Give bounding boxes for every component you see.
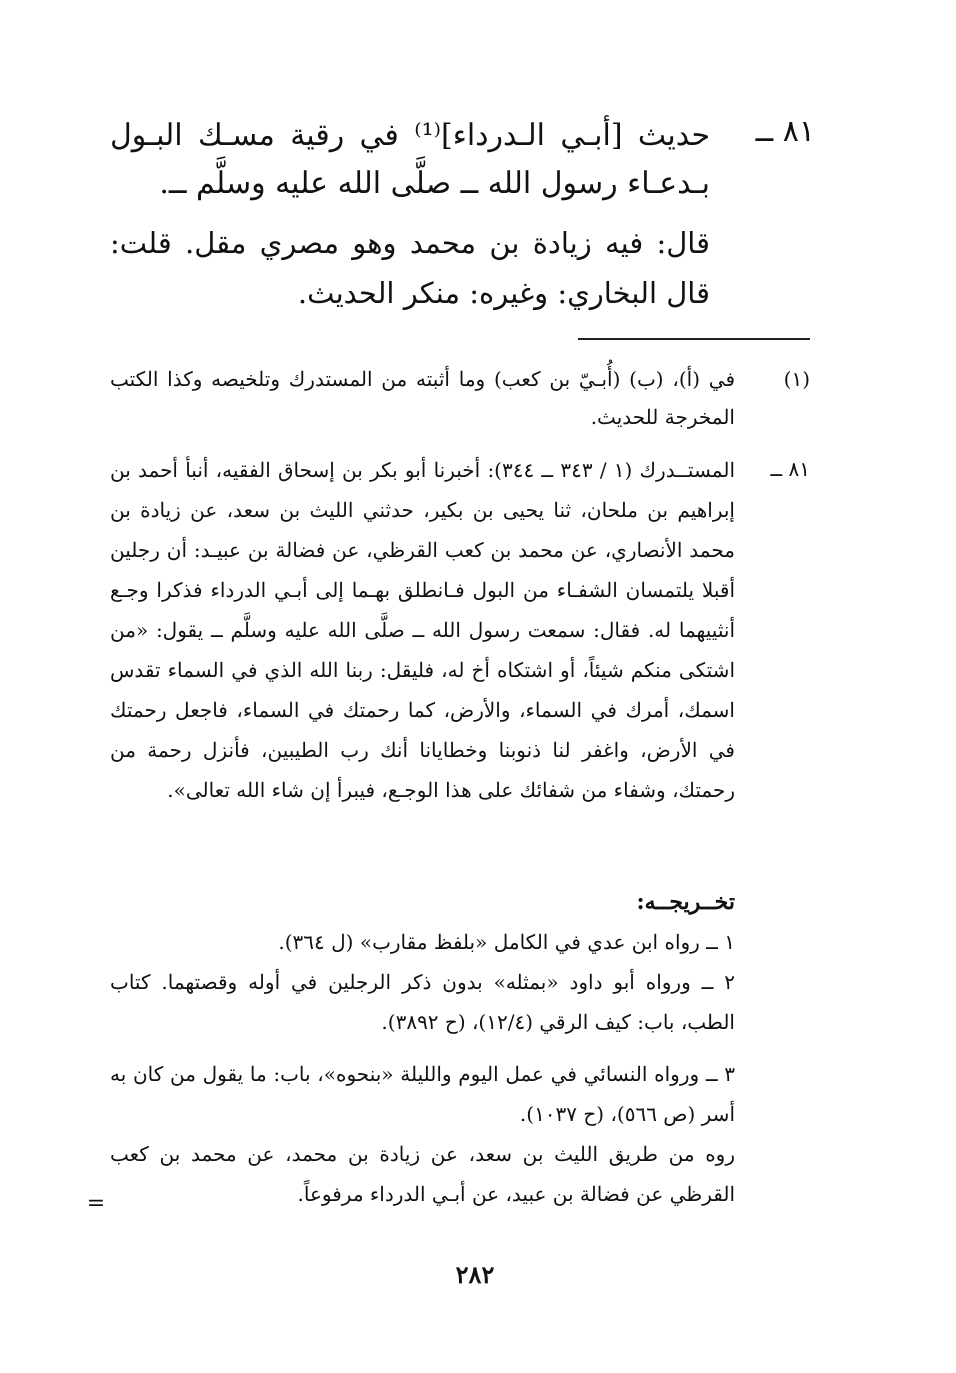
takhrij-item: ٣ ــ ورواه النسائي في عمل اليوم والليلة «بنحوه»، باب: ما يقول من كان به أسر (ص ٥٦٦)، (ح ١٠٣٧). xyxy=(110,1062,735,1126)
takhrij-item: ٢ ــ ورواه أبو داود «بمثله» بدون ذكر الرجلين في أوله وقصتهما. كتاب الطب، باب: كيف الرقي (١٢/٤)، (ح ٣٨٩٢). xyxy=(110,970,735,1034)
footnote-text: في (أ)، (ب) (أُبـيّ بن كعب) وما أثبته من المستدرك وتلخيصه وكذا الكتب المخرجة للحديث. xyxy=(110,367,735,429)
hadith-commentary: قال: فيه زيادة بن محمد وهو مصري مقل. قلت: قال البخاري: وغيره: منكر الحديث. xyxy=(110,226,710,310)
hadith-number: ٨١ ــ xyxy=(755,114,815,149)
continuation-mark: = xyxy=(86,1191,106,1216)
source-number: ٨١ ــ xyxy=(770,457,810,481)
takhrij-item: ١ ــ رواه ابن عدي في الكامل «بلفظ مقارب» (ل ٣٦٤). xyxy=(278,930,735,954)
takhrij-item: روه من طريق الليث بن سعد، عن زيادة بن محمد، عن محمد بن كعب القرظي عن فضالة بن عبيد، عن أبـي الدرداء مرفوعاً. xyxy=(110,1142,735,1206)
source-text: المستــدرك (١ / ٣٤٣ ــ ٣٤٤): أخبرنا أبو بكر بن إسحاق الفقيه، أنبأ أحمد بن إبراهيم بن ملحان، ثنا يحيى بن بكير، حدثني الليث بن سعد، عن زيادة بن محمد الأنصاري، عن محمد بن كعب القرظي، عن فضالة بن عبيـد: أن رجلين أقبلا يلتمسان الشفـاء من البول فـانطلق بهـما إلى أبـي الدرداء فذكرا وجـع أنثييهما له. فقال: سمعت رسول الله ــ صلَّى الله عليه وسلَّم ــ يقول: «من اشتكى منكم شيئاً، أو اشتكاه أخ له، فليقل: ربنا الله الذي في السماء تقدس اسمك، أمرك في السماء، والأرض، كما رحمتك في السماء، فاجعل رحمتك في الأرض، واغفر لنا ذنوبنا وخطايانا أنك رب الطيبين، فأنزل رحمة من رحمتك، وشفاء من شفائك على هذا الوجـع، فيبرأ إن شاء الله تعالى». xyxy=(110,458,735,802)
takhrij-heading: تخــريجــه: xyxy=(636,889,735,915)
footnote-number: (١) xyxy=(783,367,810,391)
page-number: ٢٨٢ xyxy=(455,1260,495,1289)
takhrij-list xyxy=(110,922,735,1214)
footnote-separator xyxy=(578,338,810,340)
hadith-title: حديث [أبـي الـدرداء]⁽¹⁾ في رقية مسـك البـول بـدعـاء رسول الله ــ صلَّى الله عليه وسلَّم ــ. xyxy=(110,118,710,201)
